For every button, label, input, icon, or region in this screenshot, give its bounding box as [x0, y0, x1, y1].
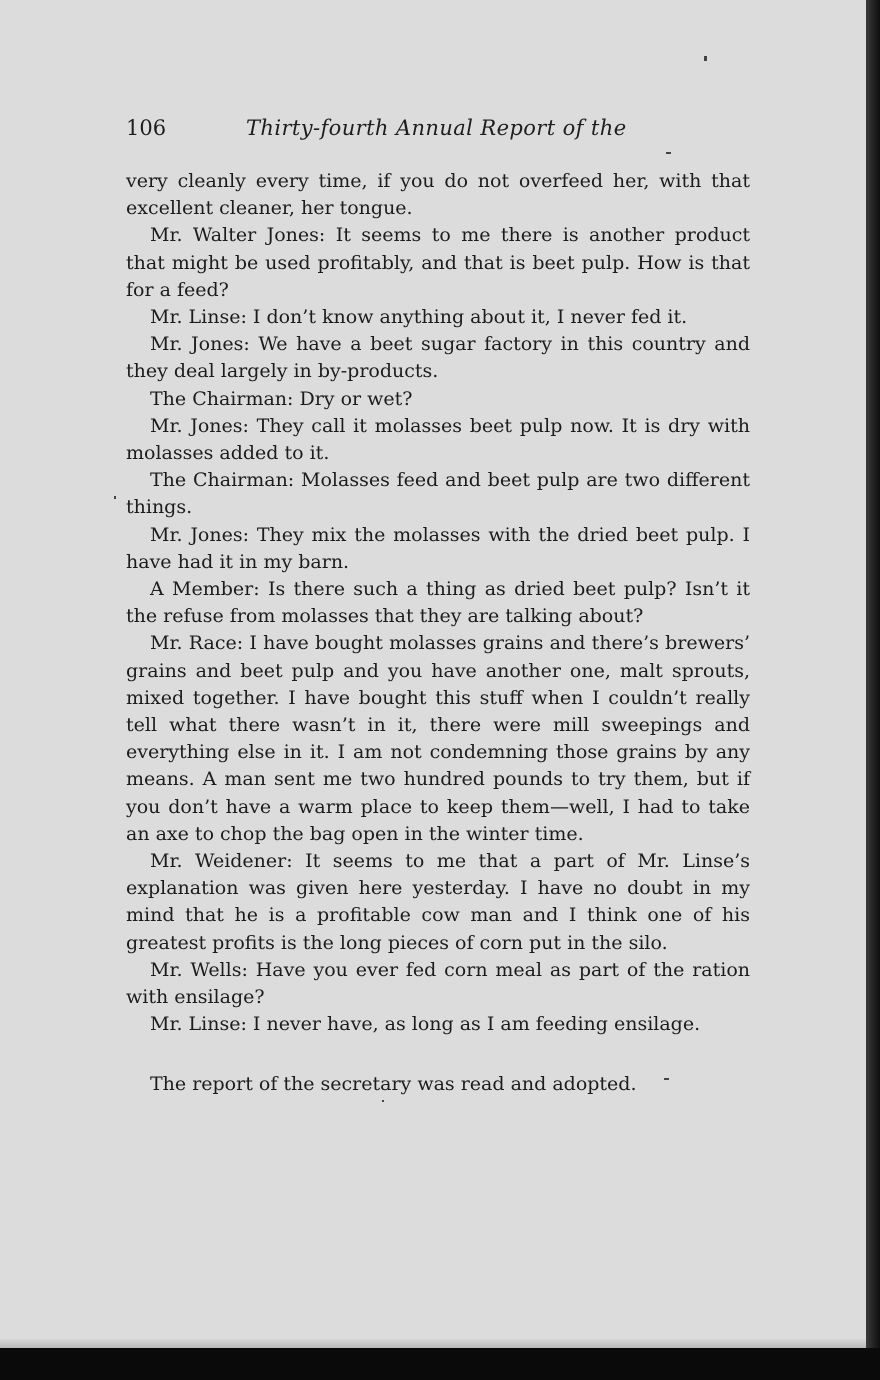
paragraph-text: Is there such a thing as dried beet pulp? Isn’t it the refuse from molasses that they are talking about? [126, 578, 751, 628]
paragraph [126, 413, 750, 467]
speaker-label: Mr. Wells: [150, 958, 248, 981]
paragraph [126, 1011, 750, 1038]
paragraph [126, 522, 750, 576]
paragraph [126, 957, 750, 1011]
page-header [126, 116, 750, 146]
speaker-label: Mr. Linse: [150, 306, 247, 329]
speaker-label: Mr. Jones: [150, 333, 250, 356]
scan-speck [664, 1078, 669, 1080]
closing-line: The report of the secretary was read and adopted. [150, 1073, 637, 1095]
paragraph [126, 304, 750, 331]
speaker-label: Mr. Jones: [150, 523, 250, 546]
page-number: 106 [126, 116, 167, 140]
paragraph [126, 222, 750, 304]
speaker-label: Mr. Walter Jones: [150, 224, 326, 247]
book-spine-shadow [866, 0, 880, 1348]
paragraph-text: We have a beet sugar factory in this country and they deal largely in by-products. [126, 333, 751, 383]
speaker-label: Mr. Race: [150, 632, 244, 655]
scan-speck [704, 56, 707, 61]
speaker-label: A Member: [150, 578, 260, 601]
paragraph-text: I have bought molasses grains and there’s brewers’ grains and beet pulp and you have another one, malt sprouts, mixed together. I have bought this stuff when I couldn’t really tell what there wasn’t in it, there were mill sweepings and everything else in it. I am not condemning those grains by any means. A man sent me two hundred pounds to try them, but if you don’t have a warm place to keep them—well, I had to take an axe to chop the bag open in the winter time. [126, 632, 750, 845]
paragraph [126, 576, 750, 630]
paragraph-text: It seems to me that a part of Mr. Linse’s explanation was given here yesterday. I have no doubt in my mind that he is a profitable cow man and I think one of his greatest profits is the long pieces of corn put in the silo. [126, 850, 751, 954]
speaker-label: The Chairman: [150, 469, 295, 492]
page-bottom-edge [0, 1338, 866, 1348]
paragraph [126, 630, 750, 848]
running-head: Thirty-fourth Annual Report of the [246, 116, 627, 140]
paragraph [126, 467, 750, 521]
paragraph-text: Molasses feed and beet pulp are two different things. [126, 469, 751, 519]
speaker-label: Mr. Linse: [150, 1013, 247, 1036]
scan-speck [114, 496, 116, 499]
paragraph-text: very cleanly every time, if you do not overfeed her, with that excellent cleaner, her tongue. [126, 170, 750, 220]
paragraph [126, 848, 750, 957]
paragraph-text: Dry or wet? [299, 387, 413, 410]
paragraph-text: They mix the molasses with the dried beet pulp. I have had it in my barn. [126, 523, 750, 573]
scan-bottom-border [0, 1348, 880, 1380]
paragraph-text: They call it molasses beet pulp now. It is dry with molasses added to it. [126, 414, 750, 465]
paragraph [126, 386, 750, 413]
speaker-label: Mr. Weidener: [150, 850, 293, 873]
speaker-label: Mr. Jones: [150, 414, 249, 437]
paragraph [126, 331, 750, 385]
body-text [126, 168, 750, 1039]
paragraph-text: I don’t know anything about it, I never fed it. [252, 306, 688, 329]
scan-speck [382, 1100, 384, 1102]
paragraph-text: I never have, as long as I am feeding ensilage. [252, 1013, 701, 1036]
speaker-label: The Chairman: [150, 387, 294, 410]
paragraph [126, 168, 750, 222]
paragraph-text: Have you ever fed corn meal as part of the ration with ensilage? [126, 958, 750, 1009]
scan-speck [666, 152, 671, 154]
paragraph-text: It seems to me there is another product that might be used profitably, and that is beet pulp. How is that for a feed? [126, 224, 750, 301]
